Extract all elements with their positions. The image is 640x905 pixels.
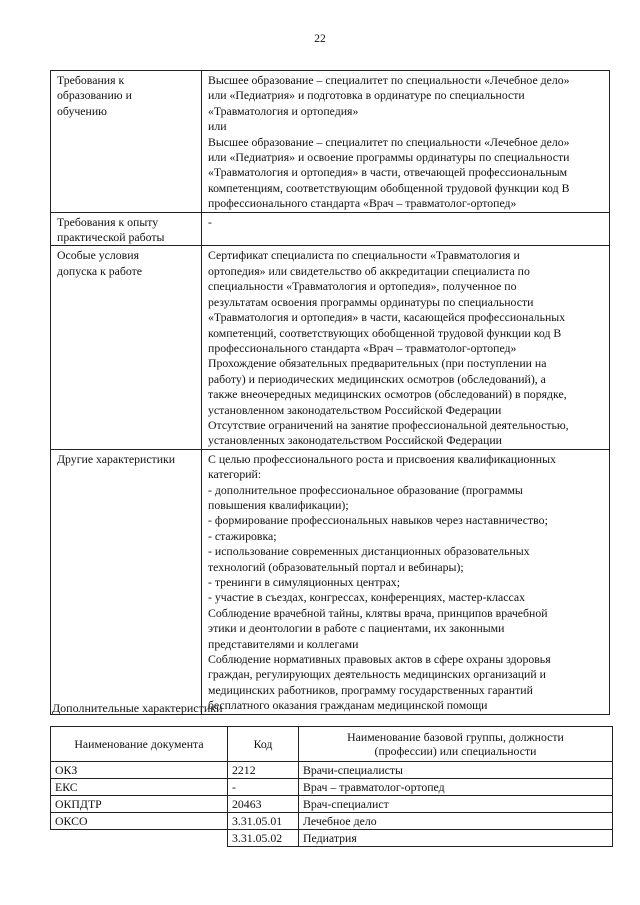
code-cell: - (228, 779, 299, 796)
content-line: - тренинги в симуляционных центрах; (208, 575, 400, 589)
content-line: технологий (образовательный портал и вебинары); (208, 559, 464, 574)
header-name-line: Наименование базовой группы, должности (347, 730, 564, 744)
content-line: Высшее образование – специалитет по специальности «Лечебное дело» (208, 134, 570, 149)
table-row (51, 830, 613, 847)
requirement-row (51, 246, 610, 449)
content-line: - участие в съездах, конгрессах, конференциях, мастер-классах (208, 590, 526, 605)
header-name-line: (профессии) или специальности (374, 744, 537, 758)
requirement-content (202, 246, 610, 449)
content-line: специальности «Травматология и ортопедия», полученное по (208, 279, 517, 294)
codes-header-row (51, 727, 613, 762)
name-cell: Врач – травматолог-ортопед (299, 779, 613, 796)
content-line: «Травматология и ортопедия» в части, касающейся профессиональных (208, 310, 566, 325)
doc-cell: ЕКС (51, 779, 228, 796)
content-line: компетенциям, соответствующим обобщенной трудовой функции код В (208, 180, 570, 195)
content-line: граждан, регулирующих деятельность медицинских организаций и (208, 667, 546, 682)
requirement-label (51, 246, 202, 449)
content-line: или (208, 119, 227, 134)
label-line: образованию и (57, 88, 132, 103)
requirement-content (202, 449, 610, 714)
header-name (299, 727, 613, 762)
requirement-label (51, 449, 202, 714)
requirements-table (50, 70, 610, 715)
content-line: компетенций, соответствующих обобщенной трудовой функции код В (208, 325, 562, 340)
content-line: бесплатного оказания гражданам медицинской помощи (208, 698, 488, 713)
page-number: 22 (314, 33, 326, 45)
content-line: - стажировка; (208, 528, 277, 543)
requirement-label (51, 71, 202, 213)
code-cell: 3.31.05.01 (228, 813, 299, 830)
label-line: Требования к (57, 73, 125, 87)
content-line: - (208, 214, 212, 229)
doc-cell: ОКПДТР (51, 796, 228, 813)
label-line: практической работы (57, 230, 165, 245)
content-line: - формирование профессиональных навыков через наставничество; (208, 513, 548, 528)
code-cell: 2212 (228, 762, 299, 779)
table-row (51, 779, 613, 796)
label-line: обучению (57, 103, 107, 118)
content-line: Высшее образование – специалитет по специальности «Лечебное дело» (208, 73, 570, 87)
content-line: установленных законодательством Российской Федерации (208, 433, 502, 448)
codes-table (50, 726, 613, 847)
content-line: профессионального стандарта «Врач – травматолог-ортопед» (208, 196, 517, 211)
doc-cell-empty (51, 830, 228, 847)
table-row (51, 796, 613, 813)
additional-characteristics-title: Дополнительные характеристики (52, 701, 223, 715)
table-row (51, 762, 613, 779)
content-line: Отсутствие ограничений на занятие профессиональной деятельностью, (208, 417, 569, 432)
content-line: «Травматология и ортопедия» в части, отвечающей профессиональным (208, 165, 568, 180)
doc-cell: ОКСО (51, 813, 228, 830)
content-line: Сертификат специалиста по специальности «Травматология и (208, 248, 520, 263)
header-code: Код (228, 727, 299, 762)
name-cell: Лечебное дело (299, 813, 613, 830)
content-line: результатам освоения программы ординатуры по специальности (208, 294, 534, 309)
content-line: - использование современных дистанционных образовательных (208, 544, 530, 559)
content-line: «Травматология и ортопедия» (208, 103, 359, 118)
content-line: - дополнительное профессиональное образование (программы (208, 482, 523, 497)
code-cell: 3.31.05.02 (228, 830, 299, 847)
content-line: или «Педиатрия» и освоение программы ординатуры по специальности (208, 150, 570, 165)
label-line: Другие характеристики (57, 451, 176, 466)
label-line: Особые условия (57, 248, 139, 263)
content-line: ортопедия» или свидетельство об аккредитации специалиста по (208, 263, 530, 278)
content-line: работу) и периодических медицинских осмотров (обследований), а (208, 371, 546, 386)
requirement-row (51, 212, 610, 246)
content-line: Соблюдение врачебной тайны, клятвы врача, принципов врачебной (208, 605, 548, 620)
content-line: медицинских работников, программу государственных гарантий (208, 682, 533, 697)
requirement-content (202, 212, 610, 246)
header-document: Наименование документа (51, 727, 228, 762)
content-line: Прохождение обязательных предварительных (при поступлении на (208, 356, 547, 371)
label-line: Требования к опыту (57, 214, 159, 229)
content-line: категорий: (208, 467, 262, 482)
name-cell: Врач-специалист (299, 796, 613, 813)
name-cell: Врачи-специалисты (299, 762, 613, 779)
doc-cell: ОКЗ (51, 762, 228, 779)
table-row (51, 813, 613, 830)
content-line: или «Педиатрия» и подготовка в ординатуре по специальности (208, 88, 525, 103)
content-line: этики и деонтологии в работе с пациентами, их законными (208, 621, 505, 636)
content-line: представителями и коллегами (208, 636, 359, 651)
requirement-label (51, 212, 202, 246)
content-line: С целью профессионального роста и присвоения квалификационных (208, 451, 556, 466)
content-line: профессионального стандарта «Врач – травматолог-ортопед» (208, 340, 517, 355)
content-line: повышения квалификации); (208, 497, 349, 512)
label-line: допуска к работе (57, 263, 143, 278)
content-line: Соблюдение нормативных правовых актов в сфере охраны здоровья (208, 652, 551, 667)
content-line: также внеочередных медицинских осмотров (обследований) в порядке, (208, 387, 567, 402)
requirement-content (202, 71, 610, 213)
requirement-row (51, 71, 610, 213)
code-cell: 20463 (228, 796, 299, 813)
requirement-row (51, 449, 610, 714)
name-cell: Педиатрия (299, 830, 613, 847)
content-line: установленном законодательством Российской Федерации (208, 402, 502, 417)
